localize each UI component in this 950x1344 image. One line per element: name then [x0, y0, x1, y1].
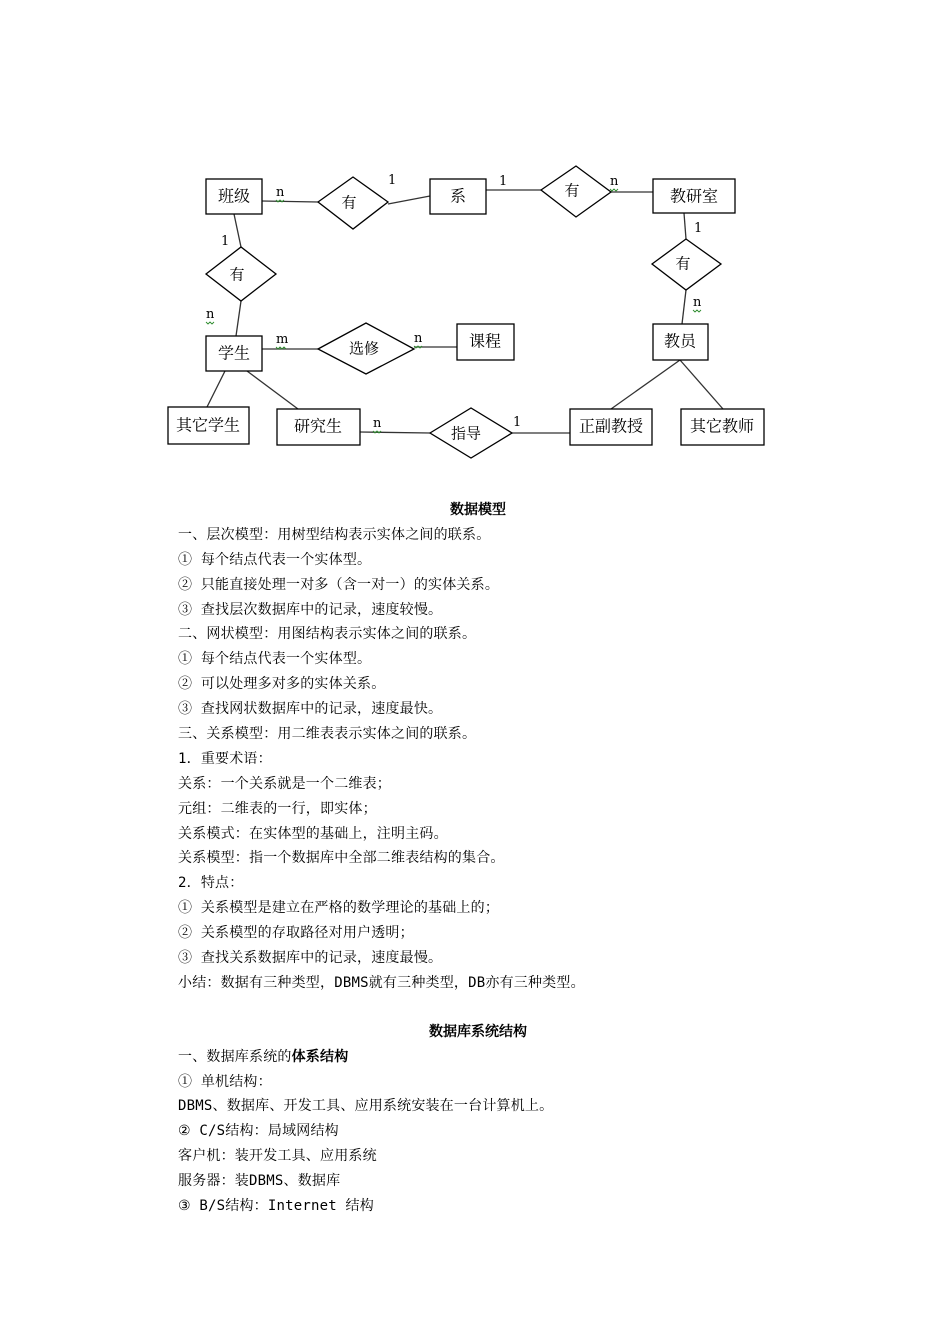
rel-zhidao: 指导: [450, 424, 482, 443]
text-line: 小结：数据有三种类型，DBMS就有三种类型，DB亦有三种类型。: [178, 974, 585, 991]
document-body: [178, 498, 778, 1219]
entity-qitaxuesheng: 其它学生: [175, 415, 241, 435]
text-line: ② 只能直接处理一对多（含一对一）的实体关系。: [178, 576, 500, 593]
text-line: 关系模式：在实体型的基础上，注明主码。: [178, 825, 448, 842]
edge: [388, 196, 430, 204]
edge: [236, 301, 241, 336]
spellcheck-underline: [610, 189, 618, 191]
text-line: 2．特点：: [178, 875, 244, 892]
cardinality: n: [276, 185, 285, 200]
cardinality: n: [693, 295, 702, 310]
rel-you-xi-jiaoyanshi: 有: [564, 181, 580, 200]
cardinality: n: [206, 307, 215, 322]
entity-qitajiaoshi: 其它教师: [689, 416, 755, 436]
edge: [684, 213, 686, 239]
cardinality: 1: [513, 415, 522, 430]
edge: [360, 432, 430, 433]
text-line: DBMS、数据库、开发工具、应用系统安装在一台计算机上。: [178, 1098, 554, 1115]
entity-jiaoyanshi: 教研室: [669, 186, 719, 206]
entity-zhengfujiaoshou: 正副教授: [578, 416, 644, 436]
text-line: 元组：二维表的一行，即实体；: [178, 800, 377, 817]
text-line: 服务器：装DBMS、数据库: [178, 1173, 341, 1190]
text-line: 关系模型：指一个数据库中全部二维表结构的集合。: [178, 850, 505, 867]
edge: [207, 371, 225, 407]
cardinality: n: [373, 416, 382, 431]
spellcheck-underline: [693, 310, 701, 312]
cardinality: n: [610, 174, 619, 189]
entity-xuesheng: 学生: [217, 343, 251, 363]
text-line: 关系：一个关系就是一个二维表；: [178, 775, 391, 792]
text-line: ③ B/S结构：Internet 结构: [178, 1198, 374, 1215]
text-line: 一、层次模型：用树型结构表示实体之间的联系。: [178, 526, 491, 543]
text-line: ③ 查找层次数据库中的记录，速度较慢。: [178, 601, 443, 618]
cardinality: 1: [694, 221, 703, 236]
cardinality: 1: [388, 173, 397, 188]
spellcheck-underline: [206, 322, 214, 324]
cardinality: m: [276, 332, 289, 347]
text-line: ② 关系模型的存取路径对用户透明；: [178, 925, 414, 942]
text-line: 三、关系模型：用二维表表示实体之间的联系。: [178, 726, 477, 743]
cardinality: n: [414, 331, 423, 346]
cardinality: 1: [499, 174, 508, 189]
entity-banji: 班级: [217, 186, 251, 206]
edge: [262, 201, 318, 202]
edge: [611, 360, 680, 409]
text-line: ③ 查找网状数据库中的记录，速度最快。: [178, 701, 443, 718]
text-line: 客户机：装开发工具、应用系统: [178, 1148, 377, 1165]
edge: [682, 290, 686, 324]
rel-you-banji-xuesheng: 有: [229, 265, 245, 284]
cardinality: 1: [221, 234, 230, 249]
entity-jiaoyuan: 教员: [663, 331, 697, 351]
text-line: ① 每个结点代表一个实体型。: [178, 651, 372, 668]
text-line: ③ 查找关系数据库中的记录，速度最慢。: [178, 950, 443, 967]
rel-xuanxiu: 选修: [348, 339, 380, 358]
section-title-data-model: 数据模型: [450, 502, 506, 518]
section-gap: [178, 996, 778, 1020]
text-bold: 体系结构: [291, 1048, 349, 1065]
text-line: ② C/S结构：局域网结构: [178, 1123, 339, 1140]
text-line: 二、网状模型：用图结构表示实体之间的联系。: [178, 626, 477, 643]
text-line: ② 可以处理多对多的实体关系。: [178, 676, 386, 693]
edge: [234, 214, 241, 247]
text-line: [178, 1045, 778, 1070]
entity-xi: 系: [449, 186, 467, 206]
entity-kecheng: 课程: [468, 331, 502, 351]
edge: [247, 371, 298, 409]
text-prefix: 一、数据库系统的: [178, 1048, 292, 1065]
section-title-db-system-structure: 数据库系统结构: [429, 1023, 527, 1040]
text-line: ① 单机结构：: [178, 1073, 272, 1090]
text-line: ① 每个结点代表一个实体型。: [178, 551, 372, 568]
entity-yanjiusheng: 研究生: [293, 416, 343, 436]
rel-you-jiaoyanshi-jiaoyuan: 有: [675, 254, 691, 273]
edge: [680, 360, 723, 409]
rel-you-banji-xi: 有: [341, 193, 357, 212]
text-line: 1．重要术语：: [178, 750, 272, 767]
er-diagram: [0, 0, 950, 480]
text-line: ① 关系模型是建立在严格的数学理论的基础上的；: [178, 900, 500, 917]
